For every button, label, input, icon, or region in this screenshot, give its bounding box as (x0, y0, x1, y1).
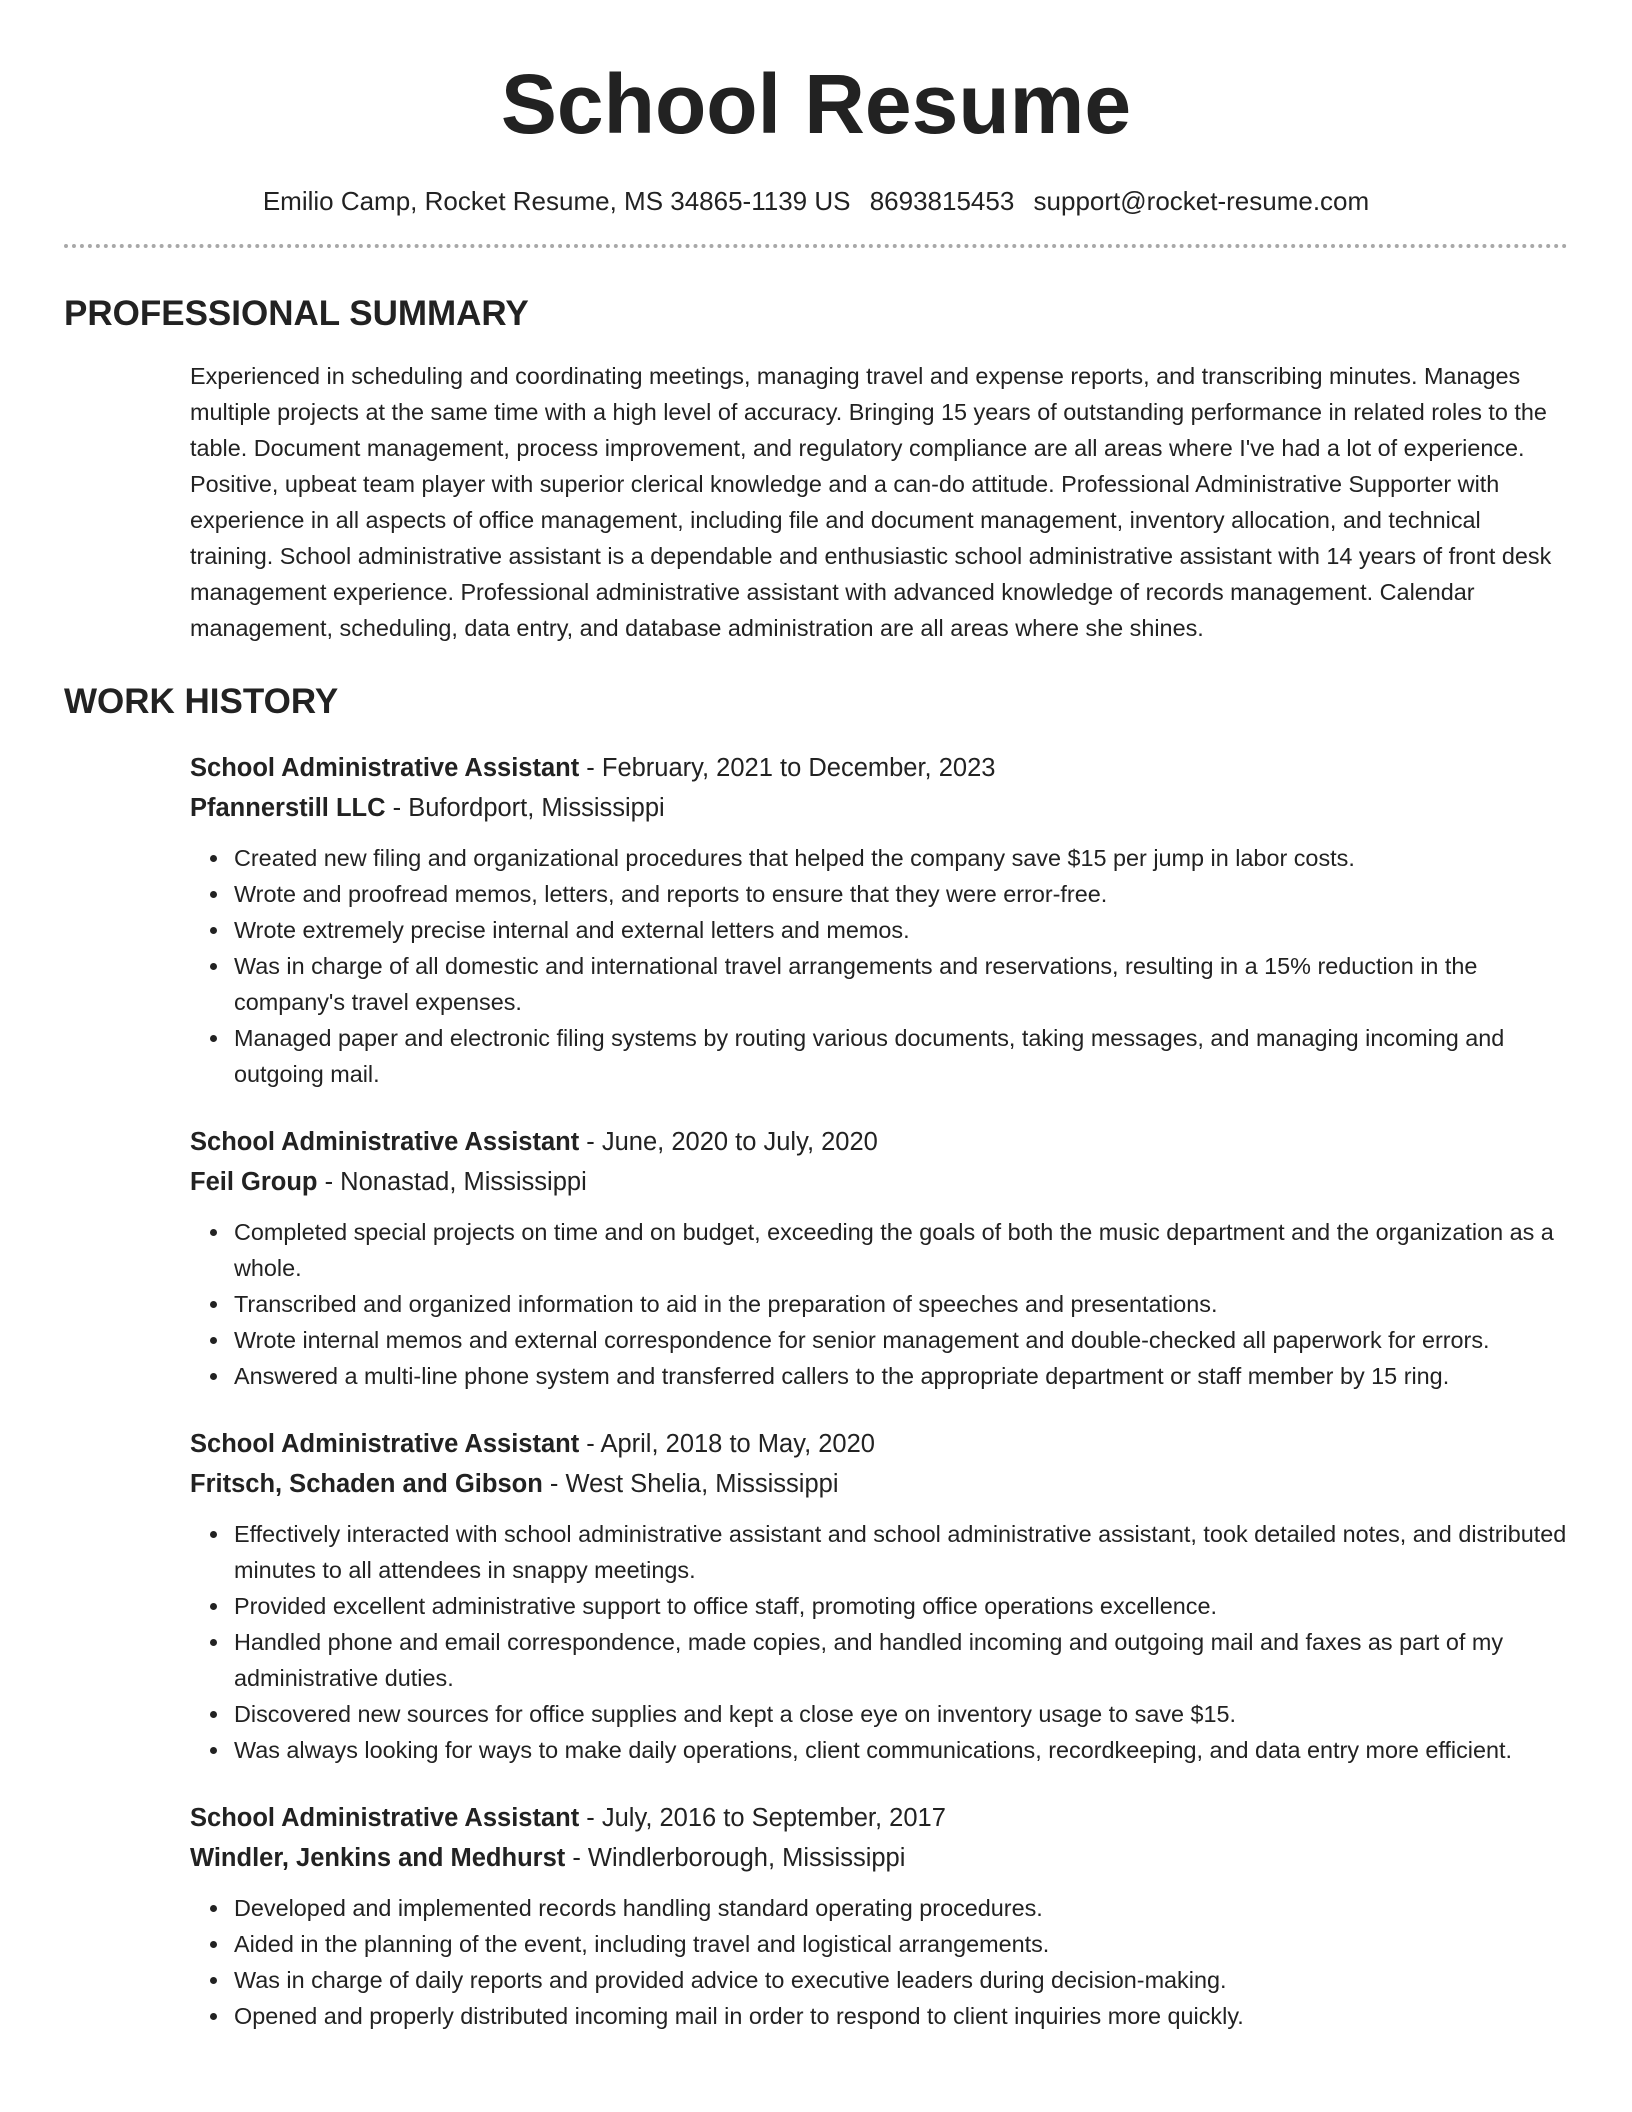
contact-info (64, 184, 1568, 218)
job-title-line (190, 1424, 1568, 1464)
job-entry (190, 1798, 1568, 2034)
job-duties-list (190, 1890, 1568, 2034)
job-duty-item: Handled phone and email correspondence, made copies, and handled incoming and outgoing mail and faxes as part of my administrative duties. (234, 1624, 1568, 1696)
job-company: Windler, Jenkins and Medhurst (190, 1844, 566, 1872)
job-duty-item: Was in charge of daily reports and provided advice to executive leaders during decision-making. (234, 1962, 1568, 1998)
job-title-line (190, 1122, 1568, 1162)
professional-summary-text: Experienced in scheduling and coordinating meetings, managing travel and expense reports, and transcribing minutes. Manages multiple projects at the same time with a high level of accuracy. Bringing 15 years of outstanding performance in related roles to the table. Document management, process improvement, and regulatory compliance are all areas where I've had a lot of experience. Positive, upbeat team player with superior clerical knowledge and a can-do attitude. Professional Administrative Supporter with experience in all aspects of office management, including file and document management, inventory allocation, and technical training. School administrative assistant is a dependable and enthusiastic school administrative assistant with 14 years of front desk management experience. Professional administrative assistant with advanced knowledge of records management. Calendar management, scheduling, data entry, and database administration are all areas where she shines. (190, 363, 1552, 641)
job-duty-item: Provided excellent administrative support to office staff, promoting office operations excellence. (234, 1588, 1568, 1624)
job-duties-list (190, 840, 1568, 1092)
job-entry (190, 748, 1568, 1092)
job-duty-item: Effectively interacted with school administrative assistant and school administrative assistant, took detailed notes, and distributed minutes to all attendees in snappy meetings. (234, 1516, 1568, 1588)
contact-address: Emilio Camp, Rocket Resume, MS 34865-1139 US (262, 186, 851, 216)
job-duty-item: Completed special projects on time and on budget, exceeding the goals of both the music department and the organization as a whole. (234, 1214, 1568, 1286)
job-company: Fritsch, Schaden and Gibson (190, 1470, 543, 1498)
job-duties-list (190, 1214, 1568, 1394)
resume-title: School Resume (500, 57, 1132, 151)
job-dates: - February, 2021 to December, 2023 (579, 754, 996, 782)
job-location: - West Shelia, Mississippi (542, 1470, 839, 1498)
contact-phone: 8693815453 (869, 186, 1015, 216)
professional-summary-section (190, 358, 1568, 646)
job-dates: - June, 2020 to July, 2020 (579, 1128, 878, 1156)
job-dates: - April, 2018 to May, 2020 (579, 1430, 875, 1458)
job-company-line (190, 1464, 1568, 1504)
job-title-line (190, 748, 1568, 788)
job-company-line (190, 788, 1568, 828)
job-duty-item: Opened and properly distributed incoming mail in order to respond to client inquiries more quickly. (234, 1998, 1568, 2034)
job-location: - Windlerborough, Mississippi (565, 1844, 906, 1872)
contact-email: support@rocket-resume.com (1033, 186, 1370, 216)
job-duty-item: Discovered new sources for office supplies and kept a close eye on inventory usage to save $15. (234, 1696, 1568, 1732)
job-duties-list (190, 1516, 1568, 1768)
job-entry (190, 1424, 1568, 1768)
job-duty-item: Wrote and proofread memos, letters, and reports to ensure that they were error-free. (234, 876, 1568, 912)
professional-summary-heading: PROFESSIONAL SUMMARY (64, 294, 529, 333)
job-company-line (190, 1162, 1568, 1202)
job-company: Feil Group (190, 1168, 318, 1196)
job-company: Pfannerstill LLC (190, 794, 386, 822)
job-location: - Bufordport, Mississippi (385, 794, 665, 822)
job-location: - Nonastad, Mississippi (317, 1168, 587, 1196)
job-title-line (190, 1798, 1568, 1838)
job-duty-item: Wrote extremely precise internal and external letters and memos. (234, 912, 1568, 948)
job-duty-item: Answered a multi-line phone system and transferred callers to the appropriate department or staff member by 15 ring. (234, 1358, 1568, 1394)
job-company-line (190, 1838, 1568, 1878)
work-history-heading: WORK HISTORY (64, 682, 339, 721)
work-history-section (190, 748, 1568, 2034)
job-title: School Administrative Assistant (190, 1804, 580, 1832)
job-entry (190, 1122, 1568, 1394)
job-duty-item: Was always looking for ways to make daily operations, client communications, recordkeeping, and data entry more efficient. (234, 1732, 1568, 1768)
job-title: School Administrative Assistant (190, 754, 580, 782)
job-dates: - July, 2016 to September, 2017 (579, 1804, 946, 1832)
job-duty-item: Aided in the planning of the event, including travel and logistical arrangements. (234, 1926, 1568, 1962)
job-duty-item: Wrote internal memos and external correspondence for senior management and double-checked all paperwork for errors. (234, 1322, 1568, 1358)
job-duty-item: Developed and implemented records handling standard operating procedures. (234, 1890, 1568, 1926)
job-duty-item: Was in charge of all domestic and international travel arrangements and reservations, resulting in a 15% reduction in the company's travel expenses. (234, 948, 1568, 1020)
job-duty-item: Created new filing and organizational procedures that helped the company save $15 per jump in labor costs. (234, 840, 1568, 876)
job-duty-item: Managed paper and electronic filing systems by routing various documents, taking messages, and managing incoming and outgoing mail. (234, 1020, 1568, 1092)
job-title: School Administrative Assistant (190, 1430, 580, 1458)
header-divider (64, 244, 1568, 248)
resume-page (64, 0, 1568, 2034)
job-title: School Administrative Assistant (190, 1128, 580, 1156)
job-duty-item: Transcribed and organized information to aid in the preparation of speeches and presentations. (234, 1286, 1568, 1322)
